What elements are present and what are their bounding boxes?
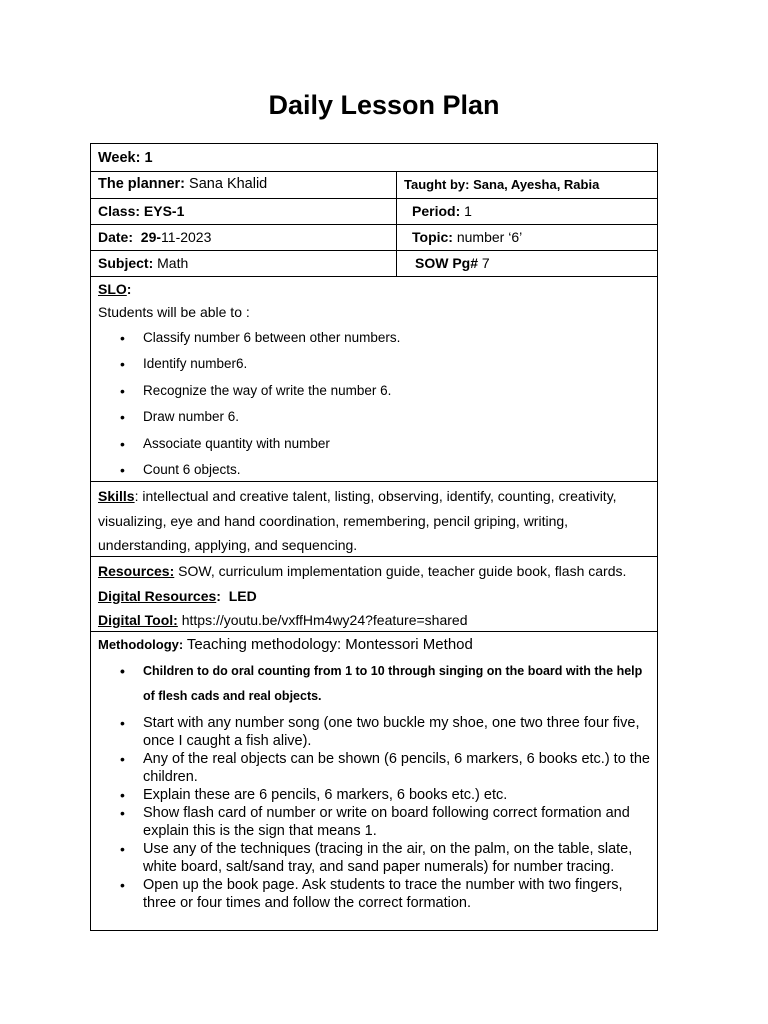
sow-cell [397,251,657,276]
period-label: Period: [412,203,461,219]
methodology-heading-line [98,635,650,655]
sow-value: 7 [481,255,490,271]
list-item: • Draw number 6. [98,404,650,430]
lesson-plan-table [90,143,658,931]
topic-value: number ‘6’ [456,229,523,245]
slo-heading-line [98,279,650,300]
digital-tool-line [98,608,650,633]
planner-value: Sana Khalid [189,176,268,192]
list-item: • Show flash card of number or write on board following correct formation and explain this is the sign that means 1. [120,805,630,839]
taught-by-cell [397,172,657,198]
list-item: • Count 6 objects. [98,457,650,483]
methodology-label: Methodology: [98,637,184,652]
class-label: Class: [98,203,141,219]
class-value: EYS-1 [143,203,185,219]
skills-section [91,482,657,557]
date-cell [91,225,397,250]
list-item: • Open up the book page. Ask students to trace the number with two fingers, three or four times and follow the correct formation. [120,877,623,911]
resources-text: SOW, curriculum implementation guide, teacher guide book, flash cards. [178,563,627,579]
digital-tool-link[interactable]: https://youtu.be/vxffHm4wy24?feature=shared [181,612,468,628]
bullet-icon: • [120,841,125,857]
bullet-icon: • [120,715,125,731]
slo-section [91,277,657,482]
bullet-icon: • [120,787,125,803]
subject-row [91,251,657,277]
week-value: 1 [144,150,153,166]
list-item: • Identify number6. [98,351,650,377]
period-cell [397,199,657,224]
bullet-icon: • [120,435,125,452]
bullet-icon: • [120,330,125,346]
page-title: Daily Lesson Plan [268,90,500,120]
period-value: 1 [464,203,472,219]
slo-list [98,325,650,483]
bullet-icon: • [120,409,125,426]
methodology-section [91,632,657,930]
week-row [91,144,657,172]
topic-label: Topic: [412,229,453,245]
list-item: • Associate quantity with number [98,431,650,457]
resources-label: Resources: [98,563,175,579]
list-item: • Recognize the way of write the number 6. [98,378,650,404]
topic-cell [397,225,657,250]
bullet-icon: • [120,462,125,479]
digital-resources-label: Digital Resources [98,587,217,604]
list-item: • Use any of the techniques (tracing in the air, on the palm, on the table, slate, white board, salt/sand tray, and sand paper numerals) for number tracing. [120,841,633,875]
resources-line [98,559,650,584]
digital-tool-label: Digital Tool: [98,612,178,628]
taught-by-value: Sana, Ayesha, Rabia [473,177,600,192]
bullet-icon: • [120,356,125,373]
date-day: 29- [140,229,162,245]
date-rest: 11-2023 [161,229,212,245]
subject-value: Math [157,255,189,271]
skills-text: : intellectual and creative talent, listing, observing, identify, counting, creativity, visualizing, eye and hand coordination, remembering, pencil griping, writing, understanding, applying, and sequencing. [98,488,617,553]
sow-label: SOW Pg# [415,255,479,271]
list-item: • Children to do oral counting from 1 to 10 through singing on the board with the help of flesh cads and real objects. [98,659,650,708]
class-cell [91,199,397,224]
planner-cell [91,172,397,198]
digital-resources-line [98,584,650,609]
list-item: • Any of the real objects can be shown (6 pencils, 6 markers, 6 books etc.) to the children. [120,751,650,785]
bullet-icon: • [120,805,125,821]
methodology-steps [98,714,650,912]
digital-resources-value: LED [228,587,257,604]
list-item: • Explain these are 6 pencils, 6 markers, 6 books etc.) etc. [120,787,508,803]
bullet-icon: • [120,663,125,679]
digital-resources-sep: : [216,587,221,604]
subject-cell [91,251,397,276]
list-item: • Classify number 6 between other numbers. [98,325,650,351]
methodology-value: Teaching methodology: Montessori Method [186,636,473,653]
slo-heading: SLO [98,281,127,297]
bullet-icon: • [120,877,125,893]
taught-by-label: Taught by: [404,177,470,192]
list-item: • Start with any number song (one two buckle my shoe, one two three four five, once I caught a fish alive). [120,715,640,749]
date-row [91,225,657,251]
planner-row [91,172,657,199]
slo-colon: : [126,281,132,297]
class-row [91,199,657,225]
bullet-icon: • [120,382,125,399]
skills-label: Skills [98,488,135,504]
planner-label: The planner: [98,176,186,192]
resources-section [91,557,657,632]
week-label: Week: [98,150,141,166]
methodology-bold-list [98,659,650,708]
date-label: Date: [98,229,134,245]
subject-label: Subject: [98,255,154,271]
bullet-icon: • [120,751,125,767]
slo-intro: Students will be able to : [98,304,250,320]
